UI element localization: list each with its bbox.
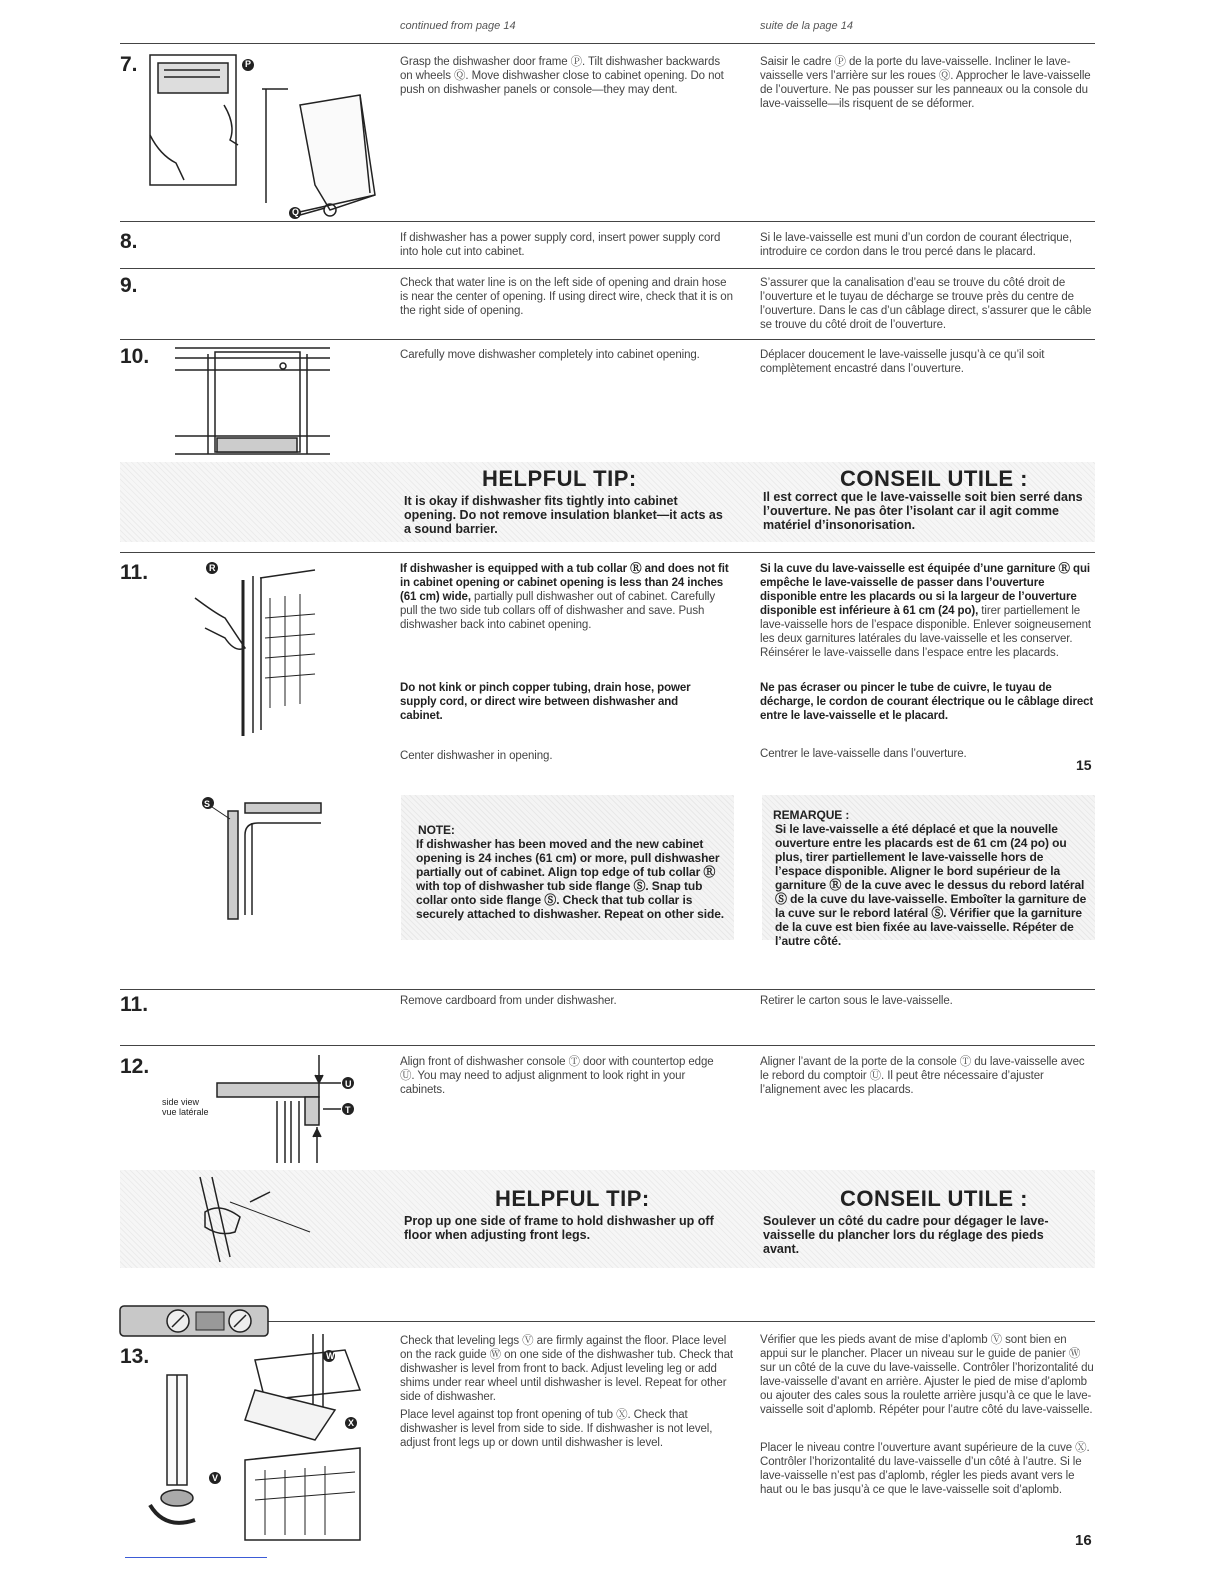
callout-r: R: [209, 563, 216, 573]
step10-text-en: Carefully move dishwasher completely into cabinet opening.: [400, 349, 700, 361]
step-number: 13.: [120, 1345, 150, 1368]
divider: [120, 1045, 1095, 1046]
callout-v: V: [212, 1473, 219, 1483]
tub-collar-illustration: [200, 795, 325, 925]
step-number: 12.: [120, 1055, 150, 1078]
step10-text-fr: Déplacer doucement le lave-vaisselle jusqu’à ce qu’il soit complètement encastré dans l’ouverture.: [760, 349, 1045, 375]
tip-title-fr: CONSEIL UTILE :: [840, 466, 1028, 491]
prop-frame-illustration: [190, 1172, 320, 1267]
page-number: 16: [1075, 1532, 1092, 1549]
step11-center-en: Center dishwasher in opening.: [400, 750, 553, 762]
note-title-en: NOTE:: [418, 823, 455, 837]
divider: [120, 552, 1095, 553]
tip-title-en: HELPFUL TIP:: [482, 466, 637, 491]
note-body-en: If dishwasher has been moved and the new cabinet opening is 24 inches (61 cm) or more, pull dishwasher partially out of cabinet. Align top edge of tub collar Ⓡ with top of dishwasher tub side flange Ⓢ. Snap tub collar onto side flange Ⓢ. Check that tub collar is securely attached to dishwasher. Repeat on other side.: [416, 837, 725, 921]
step11-warning-en: Do not kink or pinch copper tubing, drain hose, power supply cord, or direct wire between dishwasher and cabinet.: [400, 682, 691, 722]
step-number: 10.: [120, 345, 150, 368]
step7-text-en: Grasp the dishwasher door frame Ⓟ. Tilt dishwasher backwards on wheels Ⓠ. Move dishwasher close to cabinet opening. Do not push on dishwasher panels or console—they may dent.: [400, 56, 724, 96]
step13-text-en-1: Check that leveling legs Ⓥ are firmly against the floor. Place level on the rack guide Ⓦ on one side of the dishwasher tub. Check that dishwasher is level from front to back. Adjust leveling leg or add shims under rear wheel until dishwasher is level. Repeat for other side of dishwasher.: [400, 1335, 733, 1403]
continued-label-en: continued from page 14: [400, 20, 516, 32]
step11-text-fr: [760, 562, 1095, 660]
divider: [120, 268, 1095, 269]
step-number: 7.: [120, 53, 138, 76]
callout-q: Q: [292, 207, 300, 217]
tip-title-en: HELPFUL TIP:: [495, 1186, 650, 1211]
divider: [120, 43, 1095, 44]
step9-text-fr: S’assurer que la canalisation d’eau se trouve du côté droit de l’ouverture et le tuyau de décharge se trouve près du centre de l’ouverture. Dans le cas d’un câblage direct, s’assurer que le câble se trouve du côté droit de l’ouverture.: [760, 277, 1092, 331]
step13-text-en-2: Place level against top front opening of tub Ⓧ. Check that dishwasher is level from side to side. If dishwasher is not level, adjust front legs up or down until dishwasher is level.: [400, 1409, 713, 1449]
step8-text-fr: Si le lave-vaisselle est muni d’un cordon de courant électrique, introduire ce cordon dans le trou percé dans le placard.: [760, 232, 1072, 258]
step7-illustration: [140, 45, 380, 225]
step11-rest-fr: tirer partiellement le lave-vaisselle hors de l’espace disponible. Enlever soigneusement les deux garnitures latérales du lave-vaisselle et les conserver. Réinsérer le lave-vaisselle dans l’espace entre les placards.: [760, 605, 1092, 659]
side-view-label-fr: vue latérale: [162, 1107, 209, 1117]
divider: [120, 339, 1095, 340]
step9-text-en: Check that water line is on the left side of opening and drain hose is near the center of opening. If using direct wire, check that it is on the right side of opening.: [400, 277, 733, 317]
callout-u: U: [345, 1079, 352, 1089]
step12-text-en: Align front of dishwasher console Ⓣ door with countertop edge Ⓤ. You may need to adjust alignment to look right in your cabinets.: [400, 1056, 714, 1096]
step13-text-fr-2: Placer le niveau contre l’ouverture avant supérieure de la cuve Ⓧ. Contrôler l’horizontalité du lave-vaisselle d’un côté à l’autre. Si le lave-vaisselle n’est pas d’aplomb, régler les pieds avant vers le haut ou le bas jusqu’à ce que le lave-vaisselle soit d’aplomb.: [760, 1442, 1090, 1496]
step12-illustration: [215, 1055, 360, 1165]
step11-text-en: [400, 562, 735, 632]
divider: [120, 221, 1095, 222]
note-title-fr: REMARQUE :: [773, 808, 850, 822]
callout-w: W: [326, 1351, 335, 1361]
step11-center-fr: Centrer le lave-vaisselle dans l’ouverture.: [760, 748, 967, 760]
step11b-text-fr: Retirer le carton sous le lave-vaisselle.: [760, 995, 953, 1007]
step11-illustration: [195, 558, 320, 738]
tip-body-en: Prop up one side of frame to hold dishwasher up off floor when adjusting front legs.: [404, 1214, 714, 1242]
step11-bold-fr: Si la cuve du lave-vaisselle est équipée d’une garniture Ⓡ qui empêche le lave-vaisselle de passer dans l’ouverture disponible entre les placards ou si la largeur de l’ouverture disponible est inférieure à 61 cm (24 po),: [760, 563, 1090, 617]
step11-rest-en: partially pull dishwasher out of cabinet. Carefully pull the two side tub collars off of dishwasher and save. Push dishwasher back into cabinet opening.: [400, 591, 716, 631]
note-body-fr: Si le lave-vaisselle a été déplacé et que la nouvelle ouverture entre les placards est de 61 cm (24 po) ou plus, tirer partiellement le lave-vaisselle hors de l’espace disponible. Aligner le bord supérieur de la garniture Ⓡ de la cuve avec le dessus du rebord latéral Ⓢ de la cuve du lave-vaisselle. Emboîter la garniture de la cuve sur le rebord latéral Ⓢ. Vérifier que la garniture de la cuve est bien fixée au lave-vaisselle. Répéter de l’autre côté.: [775, 822, 1087, 948]
continued-label-fr: suite de la page 14: [760, 20, 853, 32]
tip-body-en: It is okay if dishwasher fits tightly into cabinet opening. Do not remove insulation blanket—it acts as a sound barrier.: [404, 494, 723, 536]
divider: [120, 989, 1095, 990]
step-number: 11.: [120, 993, 149, 1016]
step7-text-fr: Saisir le cadre Ⓟ de la porte du lave-vaisselle. Incliner le lave-vaisselle vers l’arrière sur les roues Ⓠ. Approcher le lave-vaisselle de l’ouverture. Ne pas pousser sur les panneaux ou la console du lave-vaisselle—ils risquent de se déformer.: [760, 56, 1091, 110]
step-number: 9.: [120, 274, 138, 297]
side-view-label-en: side view: [162, 1097, 200, 1107]
step13-text-fr-1: Vérifier que les pieds avant de mise d’aplomb Ⓥ sont bien en appui sur le plancher. Placer un niveau sur le guide de panier Ⓦ sur un côté de la cuve du lave-vaisselle. Contrôler l’horizontalité du lave-vaisselle d’avant en arrière. Ajuster le pied de mise d’aplomb ou ajouter des cales sous la roulette arrière jusqu’à ce que le lave-vaisselle soit d’aplomb. Répéter pour l’autre côté du lave-vaisselle.: [760, 1334, 1094, 1416]
step13-illustration: [145, 1330, 375, 1550]
step10-illustration: [175, 342, 335, 458]
callout-x: X: [348, 1418, 355, 1428]
footer-link-line: [125, 1557, 267, 1558]
step11b-text-en: Remove cardboard from under dishwasher.: [400, 995, 617, 1007]
callout-t: T: [345, 1105, 351, 1115]
page-number: 15: [1076, 757, 1092, 773]
tip-body-fr: Il est correct que le lave-vaisselle soit bien serré dans l’ouverture. Ne pas ôter l’isolant car il agit comme matériel d’insonorisation.: [763, 490, 1083, 532]
tip-title-fr: CONSEIL UTILE :: [840, 1186, 1028, 1211]
step8-text-en: If dishwasher has a power supply cord, insert power supply cord into hole cut into cabinet.: [400, 232, 721, 258]
callout-p: P: [245, 59, 252, 69]
step-number: 8.: [120, 230, 138, 253]
tip-body-fr: Soulever un côté du cadre pour dégager le lave-vaisselle du plancher lors du réglage des pieds avant.: [763, 1214, 1049, 1256]
callout-s: S: [204, 799, 211, 809]
step11-bold-en: If dishwasher is equipped with a tub collar Ⓡ and does not fit in cabinet opening or cabinet opening is less than 24 inches (61 cm) wide,: [400, 563, 729, 603]
step12-text-fr: Aligner l’avant de la porte de la console Ⓣ du lave-vaisselle avec le rebord du comptoir Ⓤ. Il peut être nécessaire d’ajuster l’alignement avec les placards.: [760, 1056, 1085, 1096]
step11-warning-fr: Ne pas écraser ou pincer le tube de cuivre, le tuyau de décharge, le cordon de courant électrique ou le câblage direct entre le lave-vaisselle et le placard.: [760, 682, 1094, 722]
step-number: 11.: [120, 561, 149, 584]
